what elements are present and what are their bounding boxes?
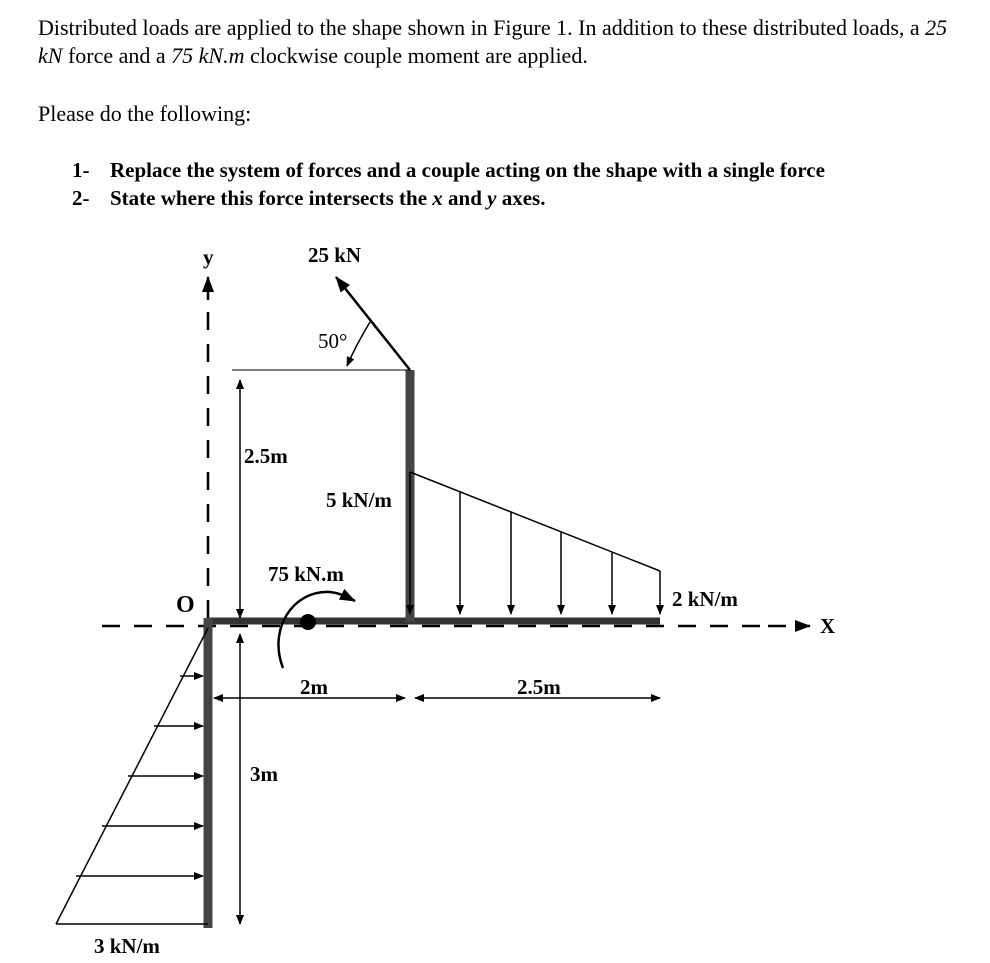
load-top-min-label: 2 kN/m — [672, 587, 738, 611]
load-left-label: 3 kN/m — [94, 934, 160, 958]
dim-label-2-5m: 2.5m — [517, 675, 561, 699]
force-label: 25 kN — [308, 243, 362, 267]
moment-label: 75 kN.m — [268, 562, 344, 586]
origin-label: O — [176, 592, 195, 618]
distributed-load-left — [56, 628, 208, 924]
angle-arc — [347, 322, 370, 366]
y-axis-label: y — [203, 245, 214, 269]
x-axis-label: X — [820, 614, 836, 638]
task-2: 2- State where this force intersects the x and y axes. — [72, 186, 546, 210]
instructions-heading: Please do the following: — [38, 101, 252, 126]
problem-intro: Distributed loads are applied to the shape shown in Figure 1. In addition to these distributed loads, a 25 kN force and a 75 kN.m clockwise couple moment are applied. — [38, 15, 948, 68]
dim-label-top: 2.5m — [244, 444, 288, 468]
load-top-max-label: 5 kN/m — [326, 488, 392, 512]
distributed-load-top — [410, 472, 660, 614]
task-1: 1- Replace the system of forces and a couple acting on the shape with a single force — [72, 158, 825, 182]
dim-label-bottom: 3m — [250, 762, 278, 786]
dim-label-2m: 2m — [300, 675, 328, 699]
force-25kn-arrow — [336, 277, 410, 370]
angle-label: 50° — [318, 329, 348, 353]
couple-moment — [278, 592, 355, 668]
